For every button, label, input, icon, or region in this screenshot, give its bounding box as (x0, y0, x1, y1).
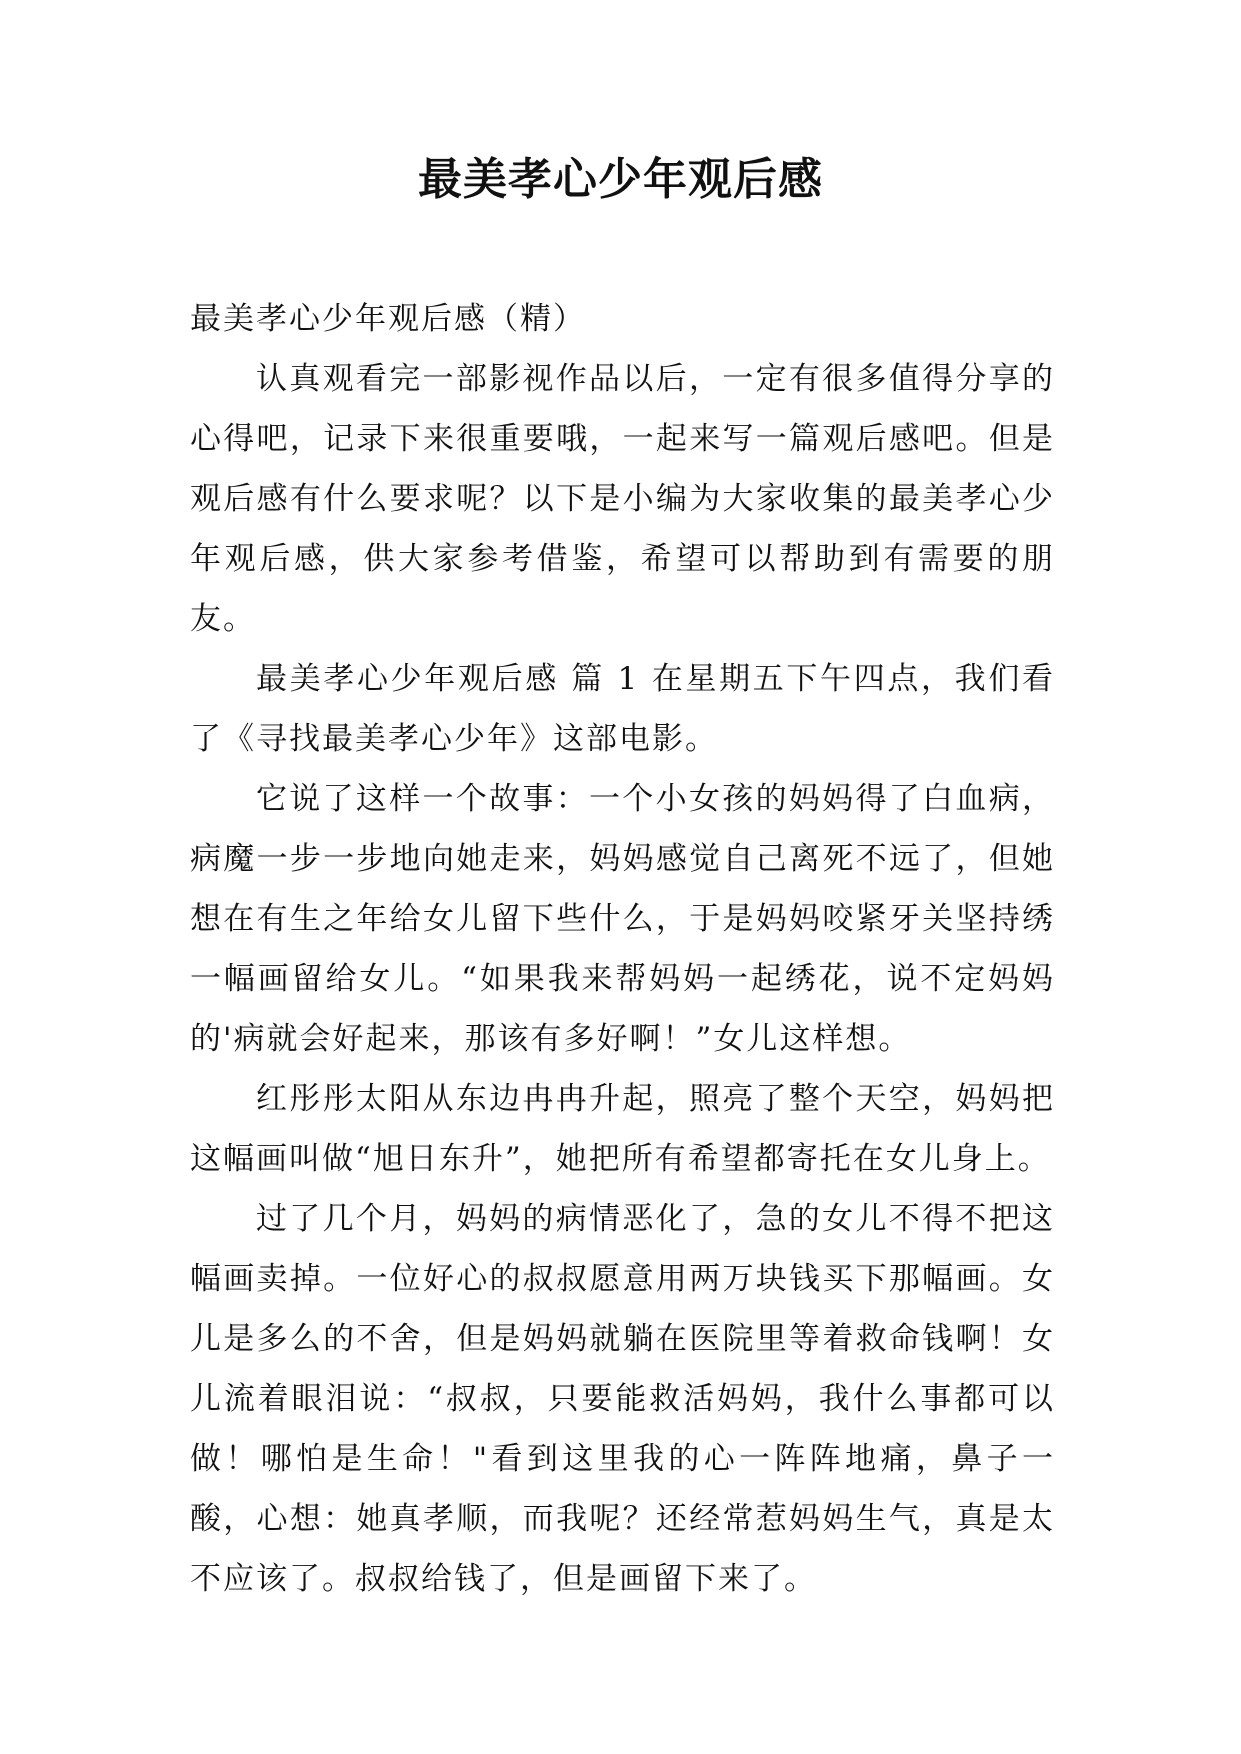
document-title: 最美孝心少年观后感 (418, 154, 823, 205)
intro-paragraph: 认真观看完一部影视作品以后，一定有很多值得分享的心得吧，记录下来很重要哦，一起来写一篇观后感吧。但是观后感有什么要求呢？以下是小编为大家收集的最美孝心少年观后感，供大家参考借鉴，希望可以帮助到有需要的朋友。 (190, 361, 1055, 637)
subtitle-paragraph: 最美孝心少年观后感（精） (190, 301, 586, 337)
document-body (190, 289, 1055, 1609)
story-paragraph: 过了几个月，妈妈的病情恶化了，急的女儿不得不把这幅画卖掉。一位好心的叔叔愿意用两万块钱买下那幅画。女儿是多么的不舍，但是妈妈就躺在医院里等着救命钱啊！女儿流着眼泪说：“叔叔，只要能救活妈妈，我什么事都可以做！哪怕是生命！"看到这里我的心一阵阵地痛，鼻子一酸，心想：她真孝顺，而我呢？还经常惹妈妈生气，真是太不应该了。叔叔给钱了，但是画留下来了。 (190, 1201, 1055, 1597)
story-paragraph: 它说了这样一个故事：一个小女孩的妈妈得了白血病，病魔一步一步地向她走来，妈妈感觉自己离死不远了，但她想在有生之年给女儿留下些什么，于是妈妈咬紧牙关坚持绣一幅画留给女儿。“如果我来帮妈妈一起绣花，说不定妈妈的'病就会好起来，那该有多好啊！”女儿这样想。 (190, 781, 1055, 1057)
story-paragraph: 红彤彤太阳从东边冉冉升起，照亮了整个天空，妈妈把这幅画叫做“旭日东升”，她把所有希望都寄托在女儿身上。 (190, 1081, 1055, 1177)
section-heading-paragraph: 最美孝心少年观后感 篇 1 在星期五下午四点，我们看了《寻找最美孝心少年》这部电影。 (190, 661, 1055, 757)
